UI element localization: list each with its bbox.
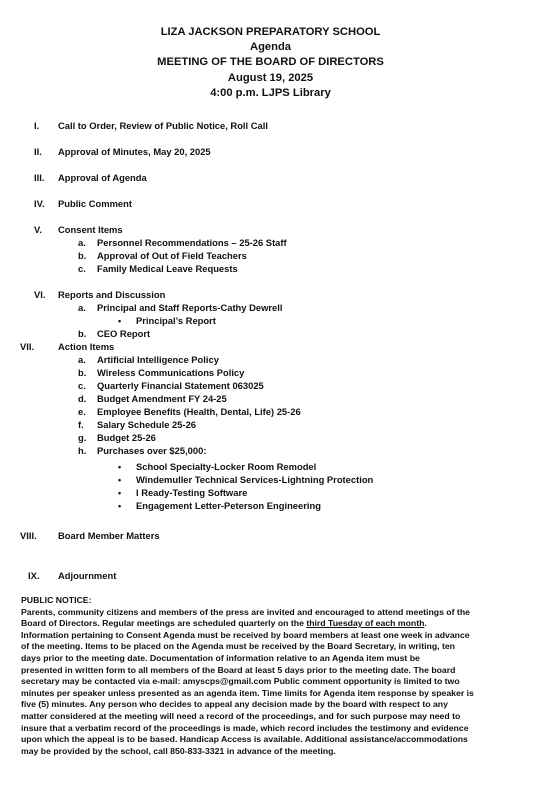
section-title: Consent Items bbox=[58, 224, 123, 235]
public-notice bbox=[21, 595, 521, 757]
action-item: Quarterly Financial Statement 063025 bbox=[97, 380, 264, 391]
consent-item: Personnel Recommendations – 25-26 Staff bbox=[97, 237, 287, 248]
meeting-date: August 19, 2025 bbox=[227, 71, 314, 84]
public-notice-title: PUBLIC NOTICE: bbox=[21, 595, 92, 605]
purchase-item: Windemuller Technical Services-Lightning Protection bbox=[136, 474, 374, 485]
section-title: Public Comment bbox=[58, 198, 132, 209]
purchase-item: I Ready-Testing Software bbox=[136, 487, 248, 498]
school-name: LIZA JACKSON PREPARATORY SCHOOL bbox=[160, 26, 381, 38]
section-number: II. bbox=[34, 146, 42, 157]
meeting-time-place: 4:00 p.m. LJPS Library bbox=[210, 86, 331, 99]
action-item-letter: e. bbox=[78, 406, 86, 417]
consent-item-letter: a. bbox=[78, 237, 86, 248]
section-title: Approval of Minutes, May 20, 2025 bbox=[58, 146, 211, 157]
purchase-item: Engagement Letter-Peterson Engineering bbox=[136, 500, 321, 511]
notice-line: presented in written form to all members of the Board at least 5 days prior to the meeting date. The board bbox=[21, 664, 456, 675]
section-title: Adjournment bbox=[58, 570, 117, 581]
action-item-letter: a. bbox=[78, 354, 86, 365]
section-title: Action Items bbox=[58, 341, 115, 352]
notice-line: may be provided by the school, call 850-833-3321 in advance of the meeting. bbox=[21, 745, 336, 756]
report-item: Principal and Staff Reports-Cathy Dewrell bbox=[97, 302, 283, 313]
report-item: CEO Report bbox=[97, 328, 151, 339]
bullet-icon: • bbox=[118, 316, 122, 326]
section-title: Call to Order, Review of Public Notice, Roll Call bbox=[58, 120, 268, 131]
notice-line bbox=[21, 618, 521, 630]
meeting-schedule-text: third Tuesday of each month bbox=[306, 618, 425, 629]
notice-line: matter considered at the meeting will need a record of the proceedings, and for such purpose may need to bbox=[21, 710, 461, 721]
action-item-letter: h. bbox=[78, 445, 87, 456]
consent-item: Approval of Out of Field Teachers bbox=[97, 250, 247, 261]
section-title: Reports and Discussion bbox=[58, 289, 166, 300]
bullet-icon: • bbox=[118, 475, 122, 485]
notice-line: Information pertaining to Consent Agenda must be received by board members at least one week in advance bbox=[21, 629, 470, 640]
bullet-icon: • bbox=[118, 501, 122, 511]
action-item: Artificial Intelligence Policy bbox=[97, 354, 219, 365]
action-item-letter: b. bbox=[78, 367, 87, 378]
section-number: V. bbox=[34, 224, 42, 235]
notice-line-text: Board of Directors. Regular meetings are scheduled quarterly on the bbox=[21, 618, 307, 629]
section-number: VII. bbox=[20, 341, 35, 352]
consent-item-letter: b. bbox=[78, 250, 87, 261]
action-item-letter: d. bbox=[78, 393, 87, 404]
purchase-item: School Specialty-Locker Room Remodel bbox=[136, 461, 317, 472]
section-title: Approval of Agenda bbox=[58, 172, 147, 183]
action-item: Wireless Communications Policy bbox=[97, 367, 245, 378]
notice-line: days prior to the meeting date. Documentation of information relative to an Agenda item must be bbox=[21, 652, 420, 663]
notice-line: of the meeting. Items to be placed on the Agenda must be received by the Board Secretary, in writing, ten bbox=[21, 641, 455, 652]
section-title: Board Member Matters bbox=[58, 530, 160, 541]
action-item-letter: c. bbox=[78, 380, 86, 391]
document-type: Agenda bbox=[249, 41, 292, 54]
report-item-letter: b. bbox=[78, 328, 87, 339]
consent-item: Family Medical Leave Requests bbox=[97, 263, 238, 274]
section-number: VIII. bbox=[20, 530, 37, 541]
notice-line-end: . bbox=[424, 618, 427, 629]
action-item: Budget 25-26 bbox=[97, 432, 156, 443]
section-number: VI. bbox=[34, 289, 46, 300]
consent-item-letter: c. bbox=[78, 263, 86, 274]
notice-line: Parents, community citizens and members of the press are invited and encouraged to attend meetings of the bbox=[21, 606, 470, 617]
section-number: IX. bbox=[28, 570, 40, 581]
section-number: I. bbox=[34, 120, 40, 131]
meeting-title: MEETING OF THE BOARD OF DIRECTORS bbox=[157, 56, 384, 69]
action-item-letter: f. bbox=[78, 419, 84, 430]
report-item-letter: a. bbox=[78, 302, 86, 313]
action-item: Purchases over $25,000: bbox=[97, 445, 207, 456]
notice-line: insure that a verbatim record of the proceedings is made, which record includes the testimony and evidence bbox=[21, 722, 469, 733]
bullet-icon: • bbox=[118, 462, 122, 472]
action-item: Salary Schedule 25-26 bbox=[97, 419, 197, 430]
notice-line: secretary may be contacted via e-mail: amyscps@gmail.com Public comment opportunity is limited to two bbox=[21, 676, 460, 687]
section-number: IV. bbox=[34, 198, 45, 209]
bullet-icon: • bbox=[118, 488, 122, 498]
notice-line: five (5) minutes. Any person who decides to appeal any decision made by the board with respect to any bbox=[21, 699, 448, 710]
report-sub-item: Principal’s Report bbox=[136, 315, 216, 326]
action-item: Budget Amendment FY 24-25 bbox=[97, 393, 227, 404]
notice-line: upon which the appeal is to be based. Handicap Access is available. Additional assistance/accommodations bbox=[21, 734, 468, 745]
section-number: III. bbox=[34, 172, 45, 183]
notice-line: minutes per speaker unless presented as an agenda item. Time limits for Agenda item response by speaker is bbox=[21, 687, 474, 698]
action-item: Employee Benefits (Health, Dental, Life) 25-26 bbox=[97, 406, 301, 417]
document-header bbox=[0, 25, 541, 101]
action-item-letter: g. bbox=[78, 432, 87, 443]
